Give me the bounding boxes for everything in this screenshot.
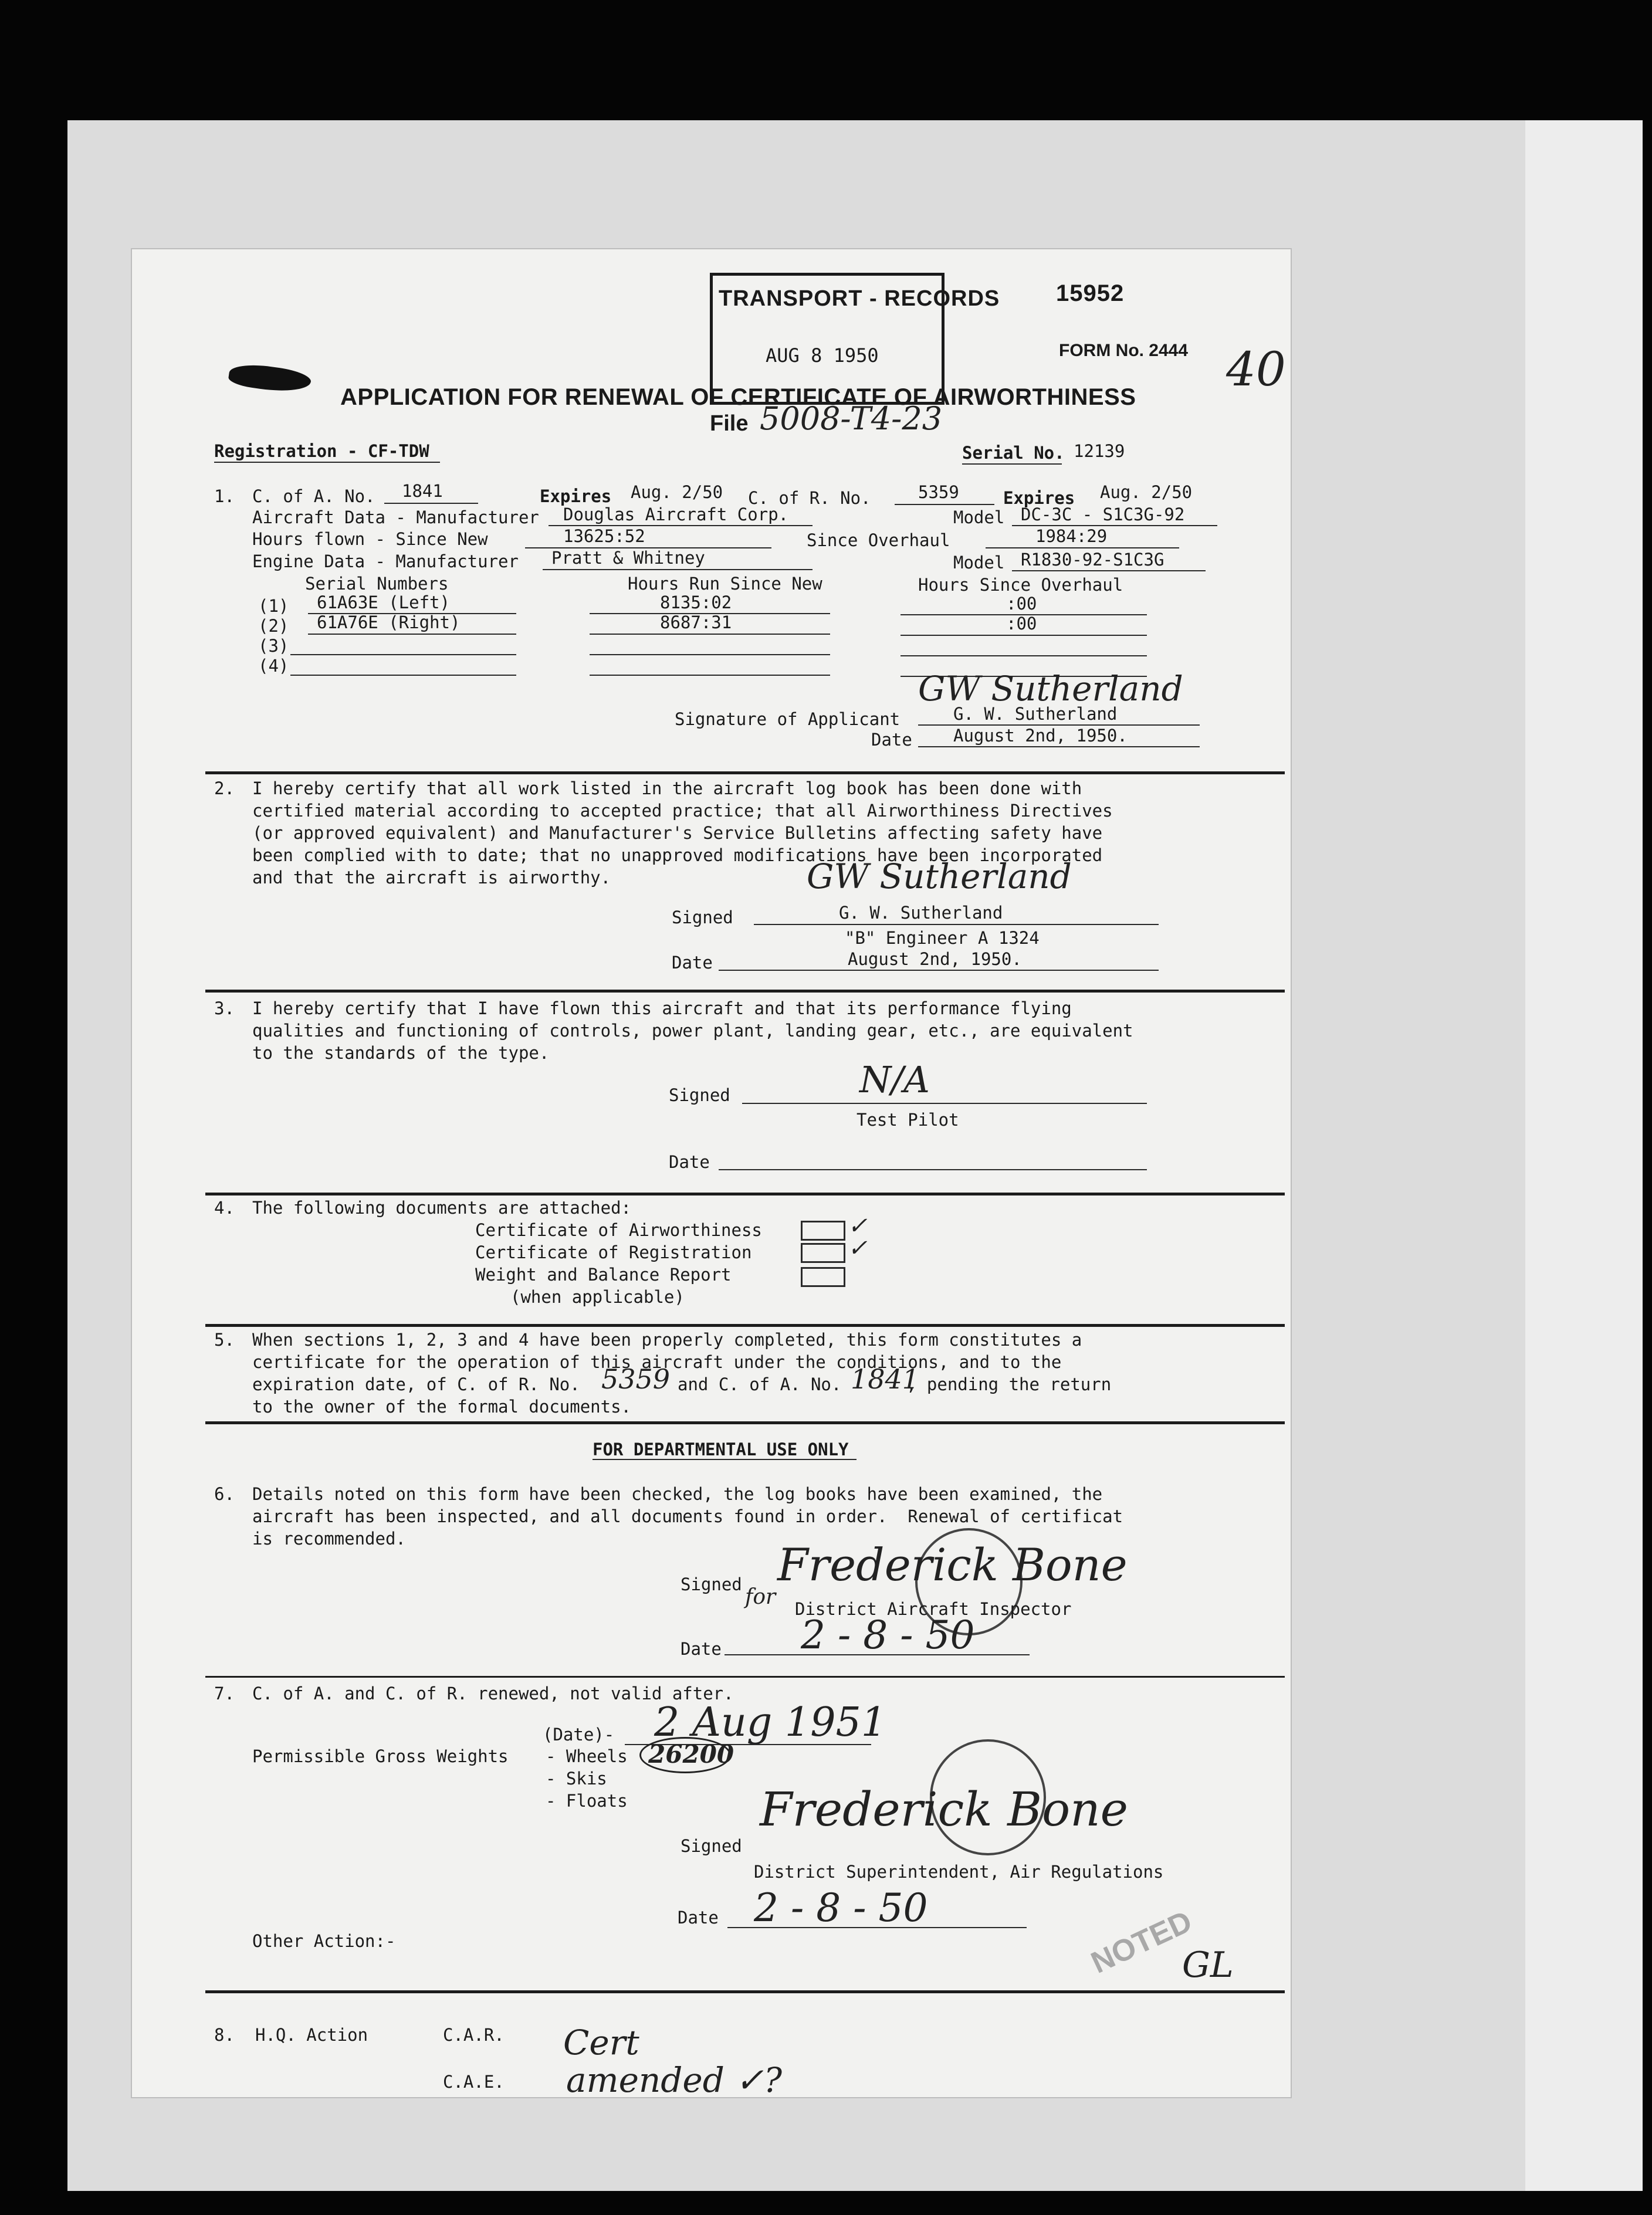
registration-label: Registration - CF-TDW [214,441,429,461]
section-number: 7. [214,1684,235,1703]
since-overhaul-label: Since Overhaul [807,530,950,550]
section-number: 5. [214,1330,235,1350]
serial-value: 12139 [1074,441,1125,461]
attachment-label: Certificate of Airworthiness [475,1220,762,1240]
inspector-date: 2 - 8 - 50 [801,1613,975,1658]
cofr-number-handwritten: 5359 [601,1363,671,1395]
attachment-checkbox[interactable] [801,1243,845,1263]
engine-index: (1) [258,596,289,616]
inspection-text: is recommended. [252,1529,406,1549]
applicant-signature: GW Sutherland [918,669,1183,709]
noted-stamp: NOTED [1086,1904,1197,1980]
superintendent-title: District Superintendent, Air Regulations [754,1862,1164,1882]
section-divider [205,771,1285,774]
signed-for-prefix: for [745,1585,776,1609]
engine-hours-new: 8135:02 [660,592,732,612]
renewal-expiry-date: 2 Aug 1951 [654,1699,886,1746]
field-underline [901,655,1147,656]
date-label: Date [681,1639,722,1659]
applicant-name: G. W. Sutherland [953,704,1118,724]
cofr-expires: Aug. 2/50 [1100,482,1193,502]
engine-manufacturer: Pratt & Whitney [551,548,705,568]
section-number: 8. [214,2025,235,2045]
field-underline [590,654,830,655]
underlying-sheet [1525,120,1643,2191]
test-pilot-label: Test Pilot [857,1110,959,1130]
cae-label: C.A.E. [443,2072,505,2092]
serial-underline [962,463,1062,465]
field-underline [1012,570,1206,571]
flight-certification-text: qualities and functioning of controls, power plant, landing gear, etc., are equivalent [252,1021,1133,1041]
registration-underline [214,462,440,463]
field-underline [590,675,830,676]
stamp-date: AUG 8 1950 [766,344,879,367]
field-underline [742,1103,1147,1104]
signed-label: Signed [681,1574,742,1594]
model-label: Model [953,507,1005,527]
aircraft-manufacturer: Douglas Aircraft Corp. [563,504,789,524]
document-number: 15952 [1056,280,1125,306]
margin-number: 40 [1226,342,1286,397]
check-mark-icon: ✓ [848,1213,868,1239]
section-divider [205,1676,1285,1678]
engine-hours-overhaul: :00 [1006,614,1037,634]
stamp-title: TRANSPORT - RECORDS [719,286,1000,311]
section-number: 2. [214,778,235,798]
aircraft-label: Aircraft Data - Manufacturer [252,507,539,527]
section-number: 4. [214,1198,235,1218]
field-underline [384,503,478,504]
cofr-value: 5359 [918,482,959,502]
engine-model: R1830-92-S1C3G [1021,550,1164,570]
test-pilot-signature: N/A [859,1058,930,1101]
validity-text: , pending the return [906,1374,1112,1394]
hq-action-label: H.Q. Action [255,2025,368,2045]
section-number: 3. [214,998,235,1018]
attachment-note: (when applicable) [510,1287,685,1307]
field-underline [308,634,516,635]
date-label: Date [678,1908,719,1928]
date-label: Date [871,730,912,750]
attachment-label: Certificate of Registration [475,1242,752,1262]
hours-since-new: 13625:52 [563,526,645,546]
section-divider [205,1193,1285,1195]
engine-serial: 61A63E (Left) [317,592,450,612]
certification-text: been complied with to date; that no unapproved modifications have been incorporated [252,845,1103,865]
engine-hours-new: 8687:31 [660,612,732,632]
field-underline [543,569,813,570]
field-underline [725,1654,1030,1655]
field-underline [719,1169,1147,1170]
form-number: FORM No. 2444 [1059,341,1189,360]
validity-text: to the owner of the formal documents. [252,1397,632,1417]
aircraft-model: DC-3C - S1C3G-92 [1021,504,1185,524]
check-mark-icon: ✓ [848,1235,868,1262]
wheels-weight-value: 26200 [648,1740,734,1769]
cofa-value: 1841 [402,481,443,501]
engine-hours-overhaul: :00 [1006,594,1037,614]
date-label: Date [669,1152,710,1172]
file-label: File [710,411,749,436]
certification-text: (or approved equivalent) and Manufacturer's Service Bulletins affecting safety have [252,823,1103,843]
attachment-label: Weight and Balance Report [475,1265,732,1285]
superintendent-signature: Frederick Bone [760,1782,1129,1837]
floats-label: - Floats [546,1791,628,1811]
signed-label: Signed [672,907,733,927]
inspection-text: Details noted on this form have been checked, the log books have been examined, the [252,1484,1103,1504]
flight-certification-text: I hereby certify that I have flown this aircraft and that its performance flying [252,998,1072,1018]
col-hours-since-overhaul: Hours Since Overhaul [918,575,1123,595]
signed-label: Signed [681,1836,742,1856]
engine-serial: 61A76E (Right) [317,612,461,632]
validity-text: expiration date, of C. of R. No. [252,1374,580,1394]
cofa-expires: Aug. 2/50 [631,482,723,502]
section-divider [205,1421,1285,1424]
applicant-date: August 2nd, 1950. [953,726,1128,746]
engine-index: (2) [258,616,289,636]
field-underline [719,970,1159,971]
wheels-label: - Wheels [546,1746,628,1766]
inspection-text: aircraft has been inspected, and all documents found in order. Renewal of certificat [252,1506,1123,1526]
certification-text: I hereby certify that all work listed in the aircraft log book has been done with [252,778,1082,798]
engine-index: (3) [258,636,289,656]
signed-label: Signed [669,1085,730,1105]
file-number: 5008-T4-23 [760,400,943,437]
field-underline [290,654,516,655]
renewal-date-label: (Date)- [543,1725,615,1745]
section-divider [205,1324,1285,1327]
gross-weights-label: Permissible Gross Weights [252,1746,509,1766]
section-number: 6. [214,1484,235,1504]
attachment-checkbox[interactable] [801,1221,845,1241]
serial-label: Serial No. [962,443,1065,463]
field-underline [986,547,1179,548]
cofr-label: C. of R. No. [748,488,871,508]
engineer-name: G. W. Sutherland [839,903,1003,923]
hq-note: amended ✓? [566,2060,782,2100]
section-divider [205,1990,1285,1993]
attachment-checkbox[interactable] [801,1267,845,1287]
application-form [132,249,1291,2100]
field-underline [593,1459,857,1460]
car-label: C.A.R. [443,2025,505,2045]
certification-text: certified material according to accepted practice; that all Airworthiness Directives [252,801,1113,821]
hours-since-overhaul: 1984:29 [1035,526,1108,546]
flight-certification-text: to the standards of the type. [252,1043,550,1063]
signature-of-applicant-label: Signature of Applicant [675,709,901,729]
date-label: Date [672,953,713,973]
skis-label: - Skis [546,1769,607,1789]
section-divider [205,990,1285,993]
engine-model-label: Model [953,553,1005,573]
hours-label: Hours flown - Since New [252,529,488,549]
field-underline [918,746,1200,747]
field-underline [901,635,1147,636]
expires-label: Expires [540,486,612,506]
engineer-date: August 2nd, 1950. [848,949,1022,969]
engine-label: Engine Data - Manufacturer [252,551,519,571]
superintendent-date: 2 - 8 - 50 [754,1885,928,1930]
field-underline [754,924,1159,925]
validity-text: certificate for the operation of this aircraft under the conditions, and to the [252,1352,1062,1372]
other-action-label: Other Action:- [252,1931,396,1951]
field-underline [290,675,516,676]
departmental-use-heading: FOR DEPARTMENTAL USE ONLY [593,1440,849,1459]
inspector-title: District Aircraft Inspector [795,1599,1072,1619]
renewal-text: C. of A. and C. of R. renewed, not valid after. [252,1684,734,1703]
cofa-number-handwritten: 1841 [851,1363,920,1395]
validity-text: When sections 1, 2, 3 and 4 have been properly completed, this form constitutes a [252,1330,1082,1350]
cofa-label: C. of A. No. [252,486,375,506]
section-number: 1. [214,486,235,506]
engine-index: (4) [258,656,289,676]
inspector-signature: Frederick Bone [777,1539,1128,1591]
page-title: APPLICATION FOR RENEWAL OF CERTIFICATE OF AIRWORTHINESS [340,384,1136,410]
field-underline [590,634,830,635]
col-serial-numbers: Serial Numbers [305,574,449,594]
field-underline [895,504,994,505]
expires-label-r: Expires [1003,488,1075,508]
certification-text: and that the aircraft is airworthy. [252,868,611,888]
attachments-intro: The following documents are attached: [252,1198,632,1218]
hq-note: Cert [563,2023,639,2062]
engineer-licence: "B" Engineer A 1324 [845,928,1040,948]
ink-blot [228,361,312,395]
engineer-signature: GW Sutherland [807,856,1072,896]
noted-initials: GL [1182,1945,1234,1986]
col-hours-run-since-new: Hours Run Since New [628,574,822,594]
validity-text: and C. of A. No. [678,1374,842,1394]
field-underline [727,1927,1027,1928]
